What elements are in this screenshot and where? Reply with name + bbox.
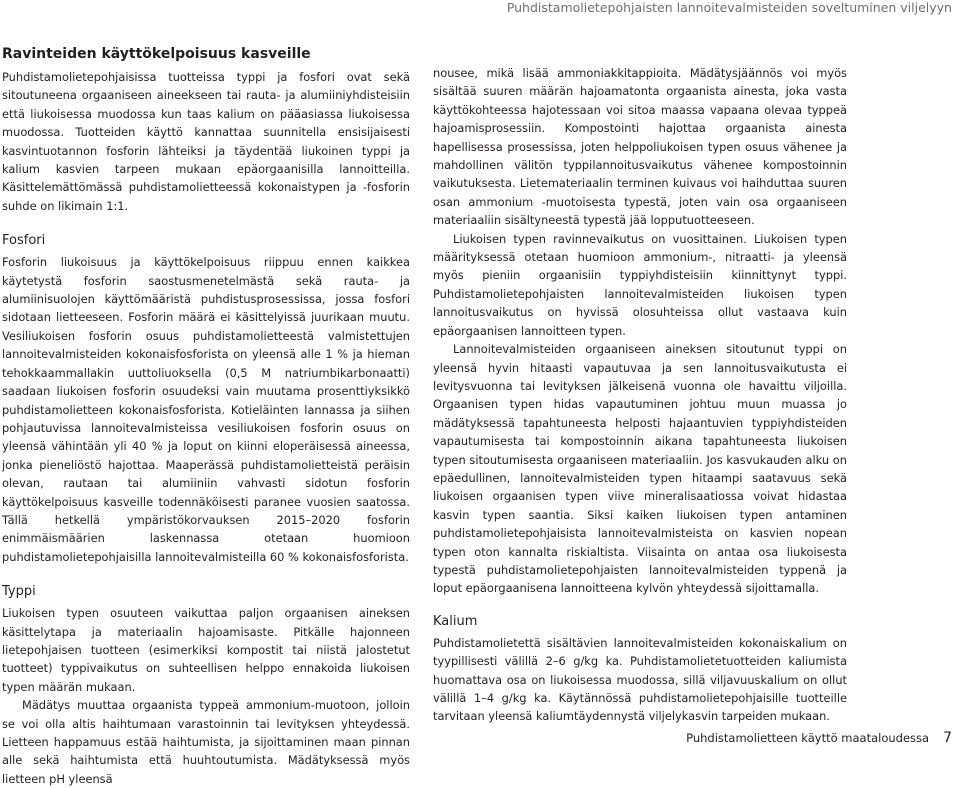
paragraph-nitrogen-1: Liukoisen typen osuuteen vaikuttaa paljon orgaanisen aineksen käsittelytapa ja materiaalin hajoamisaste. Pitkälle hajonneen lietepohjaisen tuotteen (esimerkiksi kompostit tai niistä jalostetut tuotteet) typpivaikutus on suhteellisen helppo ennakoida liukoisen typen määrän mukaan.: [2, 606, 410, 694]
heading-phosphorus: Fosfori: [2, 233, 46, 249]
right-column: [433, 64, 847, 726]
paragraph-organic-nitrogen: Lannoitevalmisteiden orgaaniseen aineksen sitoutunut typpi on yleensä hyvin hitaasti vapautuvaa ja sen lannoitusvaikutusta ei levitysvuonna tai levityksen jälkeisenä vuonna ole havaittu viljoilla. Orgaanisen typen hidas vapautuminen johtuu muun muassa jo mädätyksessä tapahtuneesta helposti hajaantuvien typpiyhdisteiden vapautumisesta tai kompostoinnin aikana tapahtuneesta liukoisen typen sitoutumisesta orgaaniseen materiaaliin. Jos kasvukauden alku on epäedullinen, lannoitevalmisteiden typen hitaampi saatavuus sekä liukoisen orgaanisen typen viive mineralisaatiossa voivat hidastaa kasvin typen saantia. Siksi kaiken liukoisen typen antaminen puhdistamolietepohjaisista lannoitevalmisteista on kasvien nopean typen oton kannalta riskialtista. Viisainta on antaa osa liukoisesta typestä puhdistamolietepohjaisten lannoitevalmisteiden typpenä ja loput epäorgaanisena lannoitteena kylvön yhteydessä sijoittamalla.: [433, 342, 847, 596]
footer-title: Puhdistamolietteen käyttö maataloudessa: [686, 731, 930, 745]
page-number: 7: [943, 730, 952, 746]
heading-nitrogen: Typpi: [2, 584, 36, 600]
paragraph-intro: Puhdistamolietepohjaisissa tuotteissa typpi ja fosfori ovat sekä sitoutuneena orgaaniseen aineekseen tai rauta- ja alumiiniyhdisteisiin että liukoisessa muodossa kun taas kalium on pääasiassa liukoisessa muodossa. Tuotteiden käyttö kannattaa suunnitella ensisijaisesti kasvintuotannon fosforin lähteiksi ja täydentää liukoinen typpi ja kalium kasvien tarpeen mukaan epäorgaanisilla lannoitteilla. Käsittelemättömässä puhdistamolietteessä kokonaistypen ja -fosforin suhde on likimain 1:1.: [2, 70, 410, 213]
page-footer: [686, 730, 952, 746]
paragraph-phosphorus: Fosforin liukoisuus ja käyttökelpoisuus riippuu ennen kaikkea käytetystä fosforin saostusmenetelmästä sekä rauta- ja alumiinisuolojen käyttömääristä puhdistusprosessissa, jossa fosfori sidotaan lietteeseen. Fosforin määrä ei käsittelyissä juurikaan muutu. Vesiliukoisen fosforin osuus puhdistamolietteestä valmistettujen lannoitevalmisteiden kokonaisfosforista on yleensä alle 1 % ja hieman tehokkaammallakin uuttoliuoksella (0,5 M natriumbikarbonaatti) saadaan liukoisen fosforin osuudeksi vain muutama prosenttiyksikkö puhdistamolietteen kokonaisfosforista. Kotieläinten lannassa ja siihen pohjautuvissa lannoitevalmisteissa vesiliukoisen fosforin osuus on yleensä vähintään yli 40 % ja loput on kiinni eloperäisessä aineessa, jonka pieneliöstö hajottaa. Maaperässä puhdistamolietteistä peräisin olevan, rautaan tai alumiiniin vahvasti sidotun fosforin käyttökelpoisuus kasveille todennäköisesti paranee vuosien saatossa. Tällä hetkellä ympäristökorvauksen 2015–2020 fosforin enimmäismäärien laskennassa otetaan huomioon puhdistamolietepohjaisilla lannoitevalmisteilla 60 % kokonaisfosforista.: [2, 255, 410, 564]
running-head: Puhdistamolietepohjaisten lannoitevalmisteiden soveltuminen viljelyyn: [506, 0, 952, 15]
paragraph-potassium: Puhdistamolietettä sisältävien lannoitevalmisteiden kokonaiskalium on tyypillisesti välillä 2–6 g/kg ka. Puhdistamolietetuotteiden kaliumista huomattava osa on liukoisessa muodossa, sillä viljavuuskalium on ollut välillä 1–4 g/kg ka. Käytännössä puhdistamolietepohjaisille tuotteille tarvitaan yleensä kaliumtäydennystä viljelykasvin tarpeiden mukaan.: [433, 635, 847, 724]
heading-potassium: Kalium: [433, 613, 478, 629]
paragraph-nitrogen-2: Mädätys muuttaa orgaanista typpeä ammonium-muotoon, jolloin se voi olla altis haihtumaan varastoinnin tai levityksen yhteydessä. Lietteen happamuus estää haihtumista, ja sijoittaminen maan pinnan alle sekä haihtumista että huuhtoutumista. Mädätyksessä myös lietteen pH yleensä: [2, 698, 410, 786]
section-heading-nutrients: Ravinteiden käyttökelpoisuus kasveille: [2, 46, 311, 62]
paragraph-soluble-nitrogen: Liukoisen typen ravinnevaikutus on vuosittainen. Liukoisen typen määrityksessä otetaan huomioon ammonium-, nitraatti- ja yleensä myös pieniin orgaanisiin typpiyhdisteisiin kiinnittynyt typpi. Puhdistamolietepohjaisten lannoitevalmisteiden liukoisen typen lannoitusvaikutus on hyvissä olosuhteissa ollut vastaava kuin epäorgaanisen lannoitteen typen.: [433, 231, 847, 338]
paragraph-nitrogen-continued: nousee, mikä lisää ammoniakkitappioita. Mädätysjäännös voi myös sisältää suuren määrän hajoamatonta orgaanista ainesta, joka vasta käyttökohteessa hajotessaan voi sitoa maassa vapaana olevaa typpeä hajoamisprosessiin. Kompostointi hajottaa orgaanista ainesta hapellisessa prosessissa, joten helppoliukoisen typen osuus vähenee ja mahdollinen välitön typpilannoitusvaikutus vähenee kompostoinnin vaikutuksesta. Lietemateriaalin terminen kuivaus voi haihduttaa suuren osan ammonium -muotoisesta typestä, joten vain osa orgaaniseen materiaaliin sisältyneestä typestä jää lopputuotteeseen.: [433, 66, 847, 228]
left-column: [2, 44, 410, 788]
